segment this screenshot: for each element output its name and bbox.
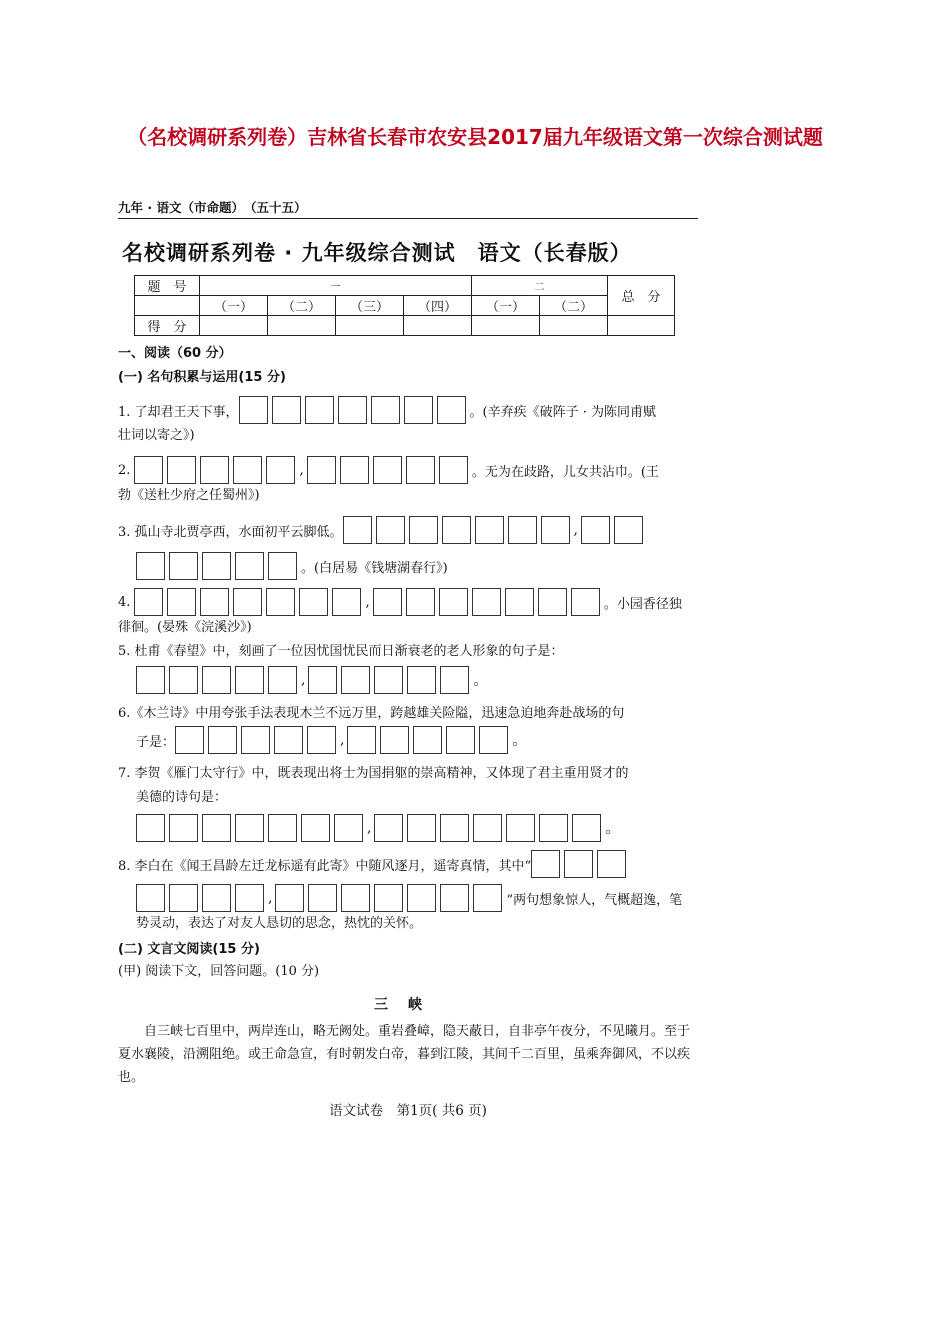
question-7-line2: 美德的诗句是： [136,790,228,805]
answer-box[interactable] [308,884,337,912]
answer-box[interactable] [233,588,262,616]
answer-box[interactable] [439,456,468,484]
answer-box[interactable] [272,396,301,424]
answer-box[interactable] [299,588,328,616]
answer-box[interactable] [380,726,409,754]
score-sub-4: （四） [404,296,472,316]
question-4-line2: 徘徊。(晏殊《浣溪沙》) [118,620,252,635]
answer-box[interactable] [407,884,436,912]
question-2: 2. , 。无为在歧路，儿女共沾巾。(王 [118,456,698,484]
answer-box[interactable] [268,552,297,580]
score-sub-6: （二） [540,296,608,316]
part-2-heading: (二) 文言文阅读(15 分) [118,942,260,957]
paper-title: 名校调研系列卷 · 九年级综合测试 语文（长春版） [122,241,632,265]
answer-box[interactable] [440,884,469,912]
section-reading: 一、阅读（60 分） [118,346,232,361]
answer-box[interactable] [275,884,304,912]
answer-box[interactable] [506,814,535,842]
answer-box[interactable] [541,516,570,544]
answer-box[interactable] [406,456,435,484]
score-sub-3: （三） [336,296,404,316]
answer-box[interactable] [531,850,560,878]
answer-box[interactable] [371,396,400,424]
question-3: 3. 孤山寺北贾亭西，水面初平云脚低。 , [118,516,698,544]
score-cell[interactable] [268,316,336,336]
answer-box[interactable] [374,884,403,912]
question-2-line2: 勃《送杜少府之任蜀州》) [118,488,260,503]
answer-box[interactable] [274,726,303,754]
answer-box[interactable] [413,726,442,754]
answer-box[interactable] [334,814,363,842]
question-7: 7. 李贺《雁门太守行》中，既表现出将士为国捐躯的崇高精神，又体现了君主重用贤才的 [118,766,629,781]
answer-box[interactable] [241,726,270,754]
answer-box[interactable] [472,588,501,616]
answer-box[interactable] [343,516,372,544]
answer-box[interactable] [406,588,435,616]
answer-box[interactable] [505,588,534,616]
answer-box[interactable] [446,726,475,754]
answer-box[interactable] [136,884,165,912]
answer-box[interactable] [473,814,502,842]
question-6-boxes: 子是： , 。 [118,726,698,754]
answer-box[interactable] [437,396,466,424]
answer-box[interactable] [376,516,405,544]
answer-box[interactable] [307,456,336,484]
score-table-label: 题 号 [135,276,200,296]
answer-box[interactable] [202,666,231,694]
part-2-subheading: (甲) 阅读下文，回答问题。(10 分) [118,964,320,979]
answer-box[interactable] [175,726,204,754]
passage-text: 自三峡七百里中，两岸连山，略无阙处。重岩叠嶂，隐天蔽日，自非亭午夜分，不见曦月。至于夏水襄陵，沿溯阻绝。或王命急宣，有时朝发白帝，暮到江陵，其间千二百里，虽乘奔御风，不以疾也。 [118,1024,691,1085]
question-3-line2: 。(白居易《钱塘湖春行》) [118,552,698,580]
question-8-line2: , ”两句想象惊人，气概超逸，笔 [118,884,698,912]
question-5: 5. 杜甫《春望》中，刻画了一位因忧国忧民而日渐衰老的老人形象的句子是： [118,644,564,659]
question-6: 6.《木兰诗》中用夸张手法表现木兰不远万里，跨越雄关险隘，迅速急迫地奔赴战场的句 [118,706,625,721]
score-total-label: 总 分 [608,276,675,316]
document-title: （名校调研系列卷）吉林省长春市农安县2017届九年级语文第一次综合测试题 [127,125,823,149]
score-cell[interactable] [404,316,472,336]
answer-box[interactable] [581,516,610,544]
passage-title: 三峡 [374,997,442,1013]
header-rule [118,218,698,219]
answer-box[interactable] [200,456,229,484]
answer-box[interactable] [235,666,264,694]
answer-box[interactable] [235,884,264,912]
answer-box[interactable] [404,396,433,424]
answer-box[interactable] [341,666,370,694]
answer-box[interactable] [305,396,334,424]
score-cell[interactable] [336,316,404,336]
answer-box[interactable] [266,588,295,616]
answer-box[interactable] [200,588,229,616]
question-1-line2: 壮词以寄之》) [118,428,195,443]
answer-box[interactable] [409,516,438,544]
answer-box[interactable] [564,850,593,878]
score-cell[interactable] [540,316,608,336]
answer-box[interactable] [539,814,568,842]
answer-box[interactable] [235,814,264,842]
question-4: 4. , 。小园香径独 [118,588,698,616]
score-sub-2: （二） [268,296,336,316]
question-5-boxes: , 。 [118,666,698,694]
score-group-1: 一 [200,276,472,296]
answer-box[interactable] [338,396,367,424]
score-sub-1: （一） [200,296,268,316]
answer-box[interactable] [202,884,231,912]
answer-box[interactable] [374,814,403,842]
answer-box[interactable] [347,726,376,754]
answer-box[interactable] [473,884,502,912]
page-footer: 语文试卷 第1页( 共6 页) [329,1103,487,1119]
score-row-label: 得 分 [135,316,200,336]
answer-box[interactable] [202,814,231,842]
answer-box[interactable] [169,814,198,842]
answer-box[interactable] [440,666,469,694]
answer-box[interactable] [373,456,402,484]
answer-box[interactable] [341,884,370,912]
answer-box[interactable] [374,666,403,694]
answer-box[interactable] [169,884,198,912]
answer-box[interactable] [202,552,231,580]
answer-box[interactable] [538,588,567,616]
score-group-2: 二 [472,276,608,296]
answer-box[interactable] [266,456,295,484]
answer-box[interactable] [268,814,297,842]
answer-box[interactable] [572,814,601,842]
answer-box[interactable] [407,814,436,842]
question-1: 1. 了却君王天下事， 。(辛弃疾《破阵子 · 为陈同甫赋 [118,396,698,424]
answer-box[interactable] [301,814,330,842]
answer-box[interactable] [340,456,369,484]
answer-box[interactable] [208,726,237,754]
answer-box[interactable] [136,552,165,580]
scanned-exam-page [118,198,698,1119]
score-cell[interactable] [472,316,540,336]
answer-box[interactable] [169,552,198,580]
answer-box[interactable] [439,588,468,616]
answer-box[interactable] [235,552,264,580]
answer-box[interactable] [308,666,337,694]
answer-box[interactable] [167,588,196,616]
question-8-line3: 势灵动，表达了对友人恳切的思念，热忱的关怀。 [136,916,423,931]
answer-box[interactable] [239,396,268,424]
answer-box[interactable] [407,666,436,694]
answer-box[interactable] [508,516,537,544]
answer-box[interactable] [134,456,163,484]
score-cell[interactable] [608,316,675,336]
score-cell[interactable] [200,316,268,336]
answer-box[interactable] [233,456,262,484]
answer-box[interactable] [136,666,165,694]
answer-box[interactable] [332,588,361,616]
answer-box[interactable] [442,516,471,544]
answer-box[interactable] [479,726,508,754]
question-8: 8. 李白在《闻王昌龄左迁龙标遥有此寄》中随风逐月，遥寄真情，其中“ [118,850,698,878]
score-sub-5: （一） [472,296,540,316]
question-7-boxes: , 。 [118,814,698,842]
answer-box[interactable] [440,814,469,842]
answer-box[interactable] [475,516,504,544]
answer-box[interactable] [571,588,600,616]
answer-box[interactable] [134,588,163,616]
answer-box[interactable] [169,666,198,694]
score-table [134,275,675,336]
part-1-heading: (一) 名句积累与运用(15 分) [118,370,286,385]
answer-box[interactable] [597,850,626,878]
answer-box[interactable] [614,516,643,544]
answer-box[interactable] [268,666,297,694]
answer-box[interactable] [373,588,402,616]
answer-box[interactable] [136,814,165,842]
page-header: 九年 · 语文（市命题） （五十五） [118,200,307,215]
answer-box[interactable] [307,726,336,754]
answer-box[interactable] [167,456,196,484]
